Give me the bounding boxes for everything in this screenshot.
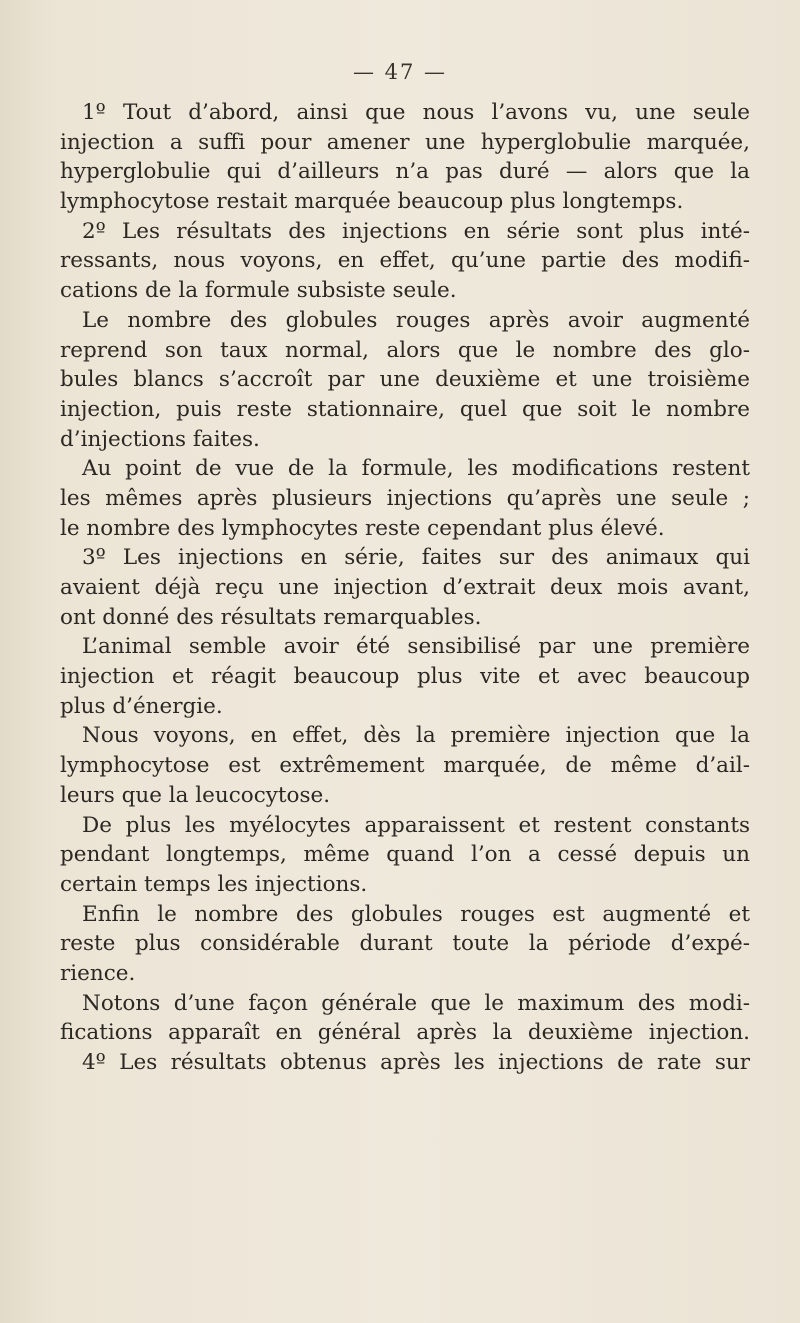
- text-line: avaient déjà reçu une injection d’extrait deux mois avant,: [60, 575, 750, 600]
- text-line: 3º Les injections en série, faites sur des animaux qui: [82, 545, 750, 571]
- text-line: lymphocytose restait marquée beaucoup plus longtemps.: [60, 189, 684, 215]
- text-line: fications apparaît en général après la deuxième injection.: [60, 1020, 750, 1046]
- text-line: Au point de vue de la formule, les modifications restent: [82, 456, 750, 482]
- text-line: Enfin le nombre des globules rouges est augmenté et: [82, 901, 750, 927]
- text-line: 2º Les résultats des injections en série sont plus inté-: [82, 218, 750, 244]
- text-line: reste plus considérable durant toute la période d’expé-: [60, 931, 750, 957]
- text-line: rience.: [60, 960, 136, 986]
- text-line: injection, puis reste stationnaire, quel que soit le nombre: [60, 396, 750, 422]
- text-line: ont donné des résultats remarquables.: [60, 604, 482, 630]
- text-line: L’animal semble avoir été sensibilisé par une première: [82, 634, 750, 660]
- text-line: Notons d’une façon générale que le maximum des modi-: [82, 990, 750, 1016]
- text-line: 4º Les résultats obtenus après les injections de rate sur: [82, 1050, 750, 1075]
- text-line: le nombre des lymphocytes reste cependant plus élevé.: [60, 515, 665, 541]
- text-line: d’injections faites.: [60, 426, 260, 452]
- text-line: hyperglobulie qui d’ailleurs n’a pas duré — alors que la: [60, 159, 750, 185]
- text-line: De plus les myélocytes apparaissent et restent constants: [82, 812, 750, 838]
- body-text: [60, 98, 750, 1078]
- text-line: ressants, nous voyons, en effet, qu’une partie des modifi-: [60, 248, 750, 274]
- text-line: injection et réagit beaucoup plus vite et avec beaucoup: [60, 664, 750, 690]
- text-line: cations de la formule subsiste seule.: [60, 278, 457, 304]
- text-line: plus d’énergie.: [60, 693, 223, 719]
- text-line: injection a suffi pour amener une hyperglobulie marquée,: [60, 129, 750, 155]
- text-line: Le nombre des globules rouges après avoir augmenté: [82, 307, 750, 333]
- page-number: — 47 —: [352, 60, 448, 84]
- text-line: 1º Tout d’abord, ainsi que nous l’avons vu, une seule: [82, 100, 750, 125]
- text-line: reprend son taux normal, alors que le nombre des glo-: [60, 337, 750, 363]
- text-line: les mêmes après plusieurs injections qu’après une seule ;: [60, 485, 750, 511]
- text-line: Nous voyons, en effet, dès la première injection que la: [82, 723, 750, 749]
- text-line: leurs que la leucocytose.: [60, 782, 331, 808]
- text-line: bules blancs s’accroît par une deuxième et une troisième: [60, 367, 750, 393]
- text-line: certain temps les injections.: [60, 871, 368, 897]
- text-line: pendant longtemps, même quand l’on a cessé depuis un: [60, 842, 750, 868]
- text-line: lymphocytose est extrêmement marquée, de même d’ail-: [60, 753, 750, 779]
